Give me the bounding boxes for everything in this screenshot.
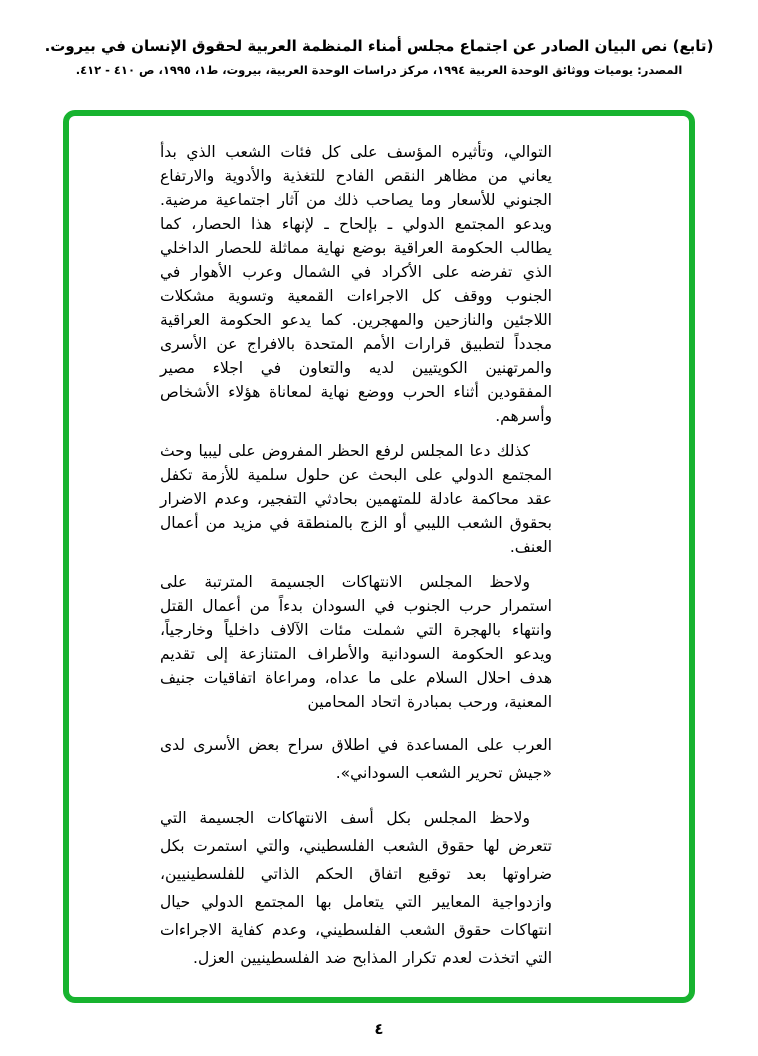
document-title: (تابع) نص البيان الصادر عن اجتماع مجلس أمناء المنظمة العربية لحقوق الإنسان في بيروت. [44,37,714,55]
body-paragraph-1: التوالي، وتأثيره المؤسف على كل فئات الشعب الذي بدأ يعاني من مظاهر النقص الفادح للتغذية والأدوية والارتفاع الجنوني للأسعار وما يصاحب ذلك من آثار اجتماعية مرضية. ويدعو المجتمع الدولي ـ بإلحاح ـ لإنهاء هذا الحصار، كما يطالب الحكومة العراقية بوضع نهاية مماثلة للحصار الداخلي الذي تفرضه على الأكراد في الشمال وعرب الأهوار في الجنوب ووقف كل الاجراءات القمعية وتسوية مشكلات اللاجئين والنازحين والمهجرين. كما يدعو الحكومة العراقية مجدداً لتطبيق قرارات الأمم المتحدة بالافراج عن الأسرى والمرتهنين الكويتيين لديه والتعاون في اجلاء مصير المفقودين أثناء الحرب ووضع نهاية لمعاناة هؤلاء الأشخاص وأسرهم. [160,143,552,425]
green-border-frame [63,110,695,1003]
page-header [30,36,728,77]
body-paragraph-4: العرب على المساعدة في اطلاق سراح بعض الأسرى لدى «جيش تحرير الشعب السوداني». [160,736,552,782]
page-number: ٤ [374,1020,384,1038]
body-paragraph-5: ولاحظ المجلس بكل أسف الانتهاكات الجسيمة التي تتعرض لها حقوق الشعب الفلسطيني، والتي استمرت بكل ضراوتها بعد توقيع اتفاق الحكم الذاتي للفلسطينيين، وازدواجية المعايير التي يتعامل بها المجتمع الدولي حيال انتهاكات حقوق الشعب الفلسطيني، وعدم كفاية الاجراءات التي اتخذت لعدم تكرار المذابح ضد الفلسطينيين العزل. [160,809,552,967]
body-paragraph-2: كذلك دعا المجلس لرفع الحظر المفروض على ليبيا وحث المجتمع الدولي على البحث عن حلول سلمية للأزمة تكفل عقد محاكمة عادلة للمتهمين بحادثي التفجير، وعدم الاضرار بحقوق الشعب الليبي أو الزج بالمنطقة في مزيد من أعمال العنف. [160,442,552,556]
body-paragraph-3: ولاحظ المجلس الانتهاكات الجسيمة المترتبة على استمرار حرب الجنوب في السودان بدءاً من أعمال القتل وانتهاء بالهجرة التي شملت مئات الآلاف داخلياً وخارجياً، ويدعو الحكومة السودانية والأطراف المتنازعة إلى تقديم هدف احلال السلام على ما عداه، ومراعاة اتفاقيات جنيف المعنية، ورحب بمبادرة اتحاد المحامين [160,573,552,711]
source-citation: المصدر: يوميات ووثائق الوحدة العربية ١٩٩٤، مركز دراسات الوحدة العربية، بيروت، ط١، ١٩٩٥، ص ٤١٠ - ٤١٢. [75,63,683,78]
statement-text-column [160,140,552,983]
